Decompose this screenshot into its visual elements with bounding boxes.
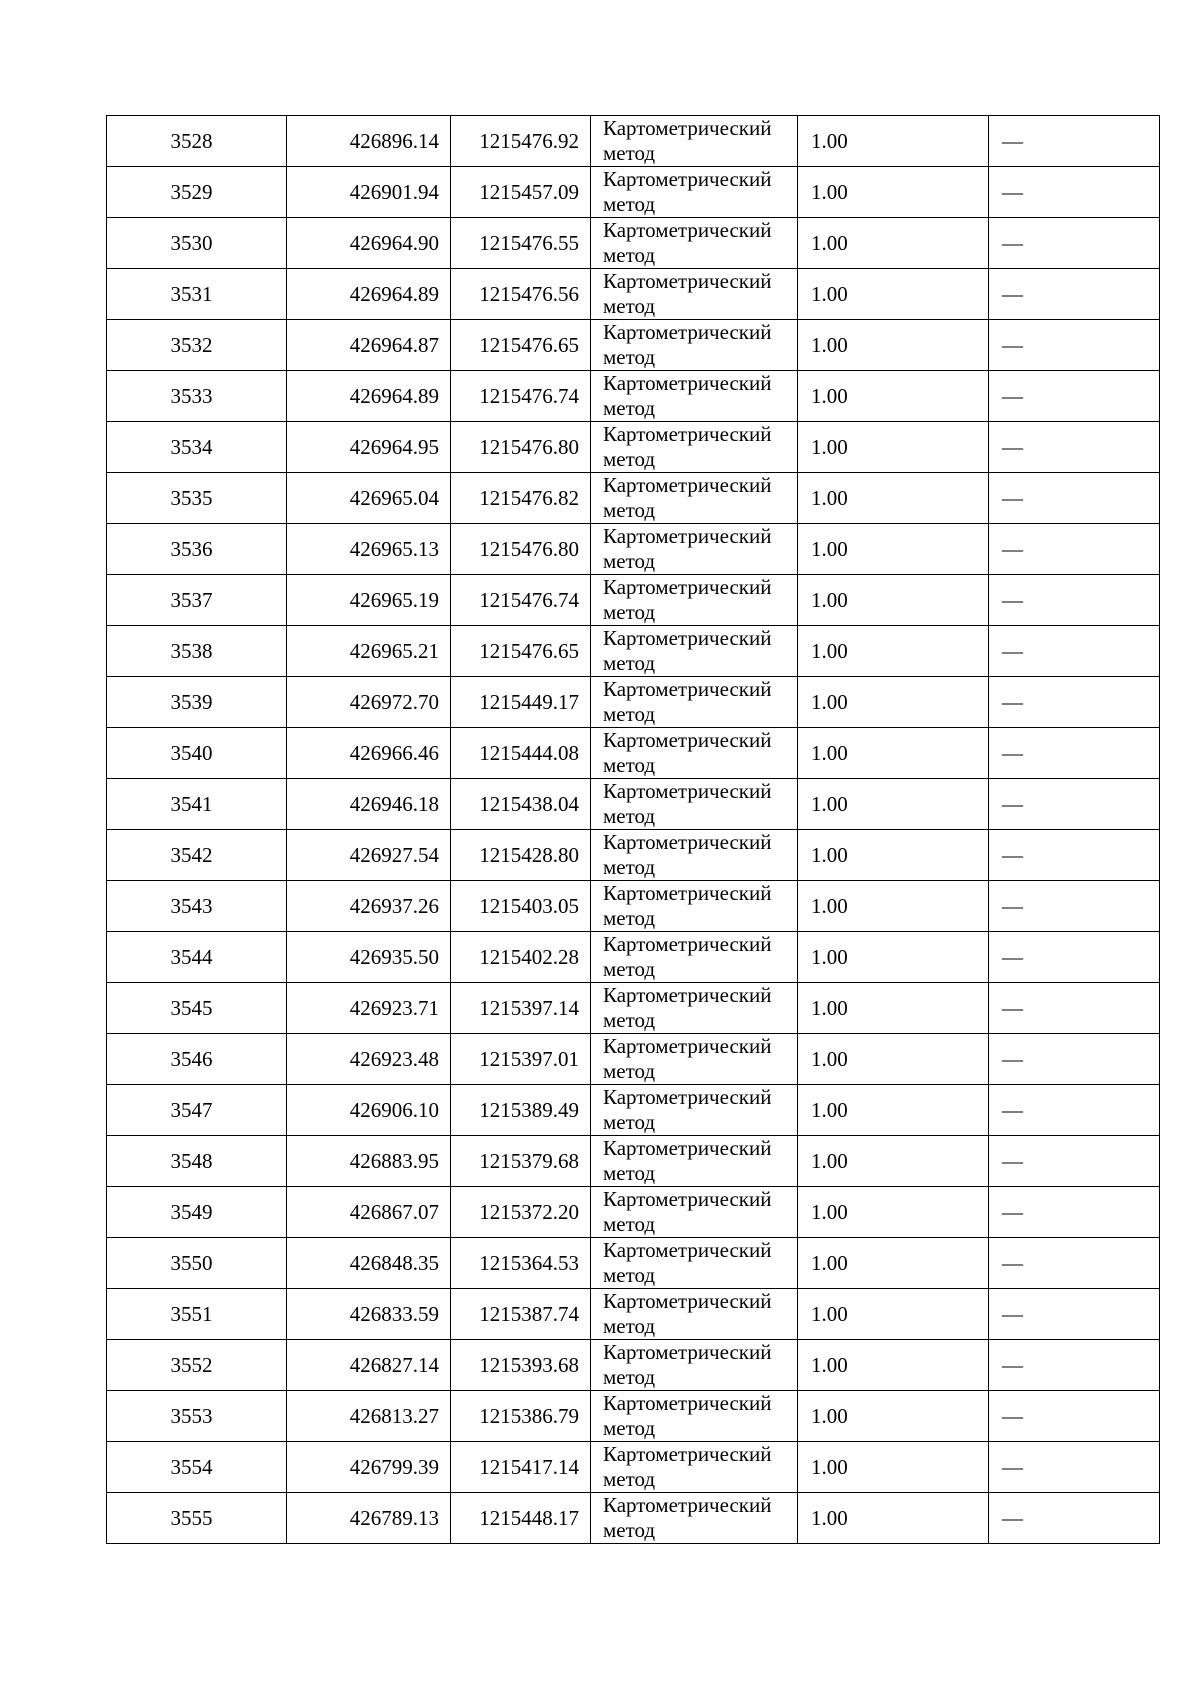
method-line-2: метод	[603, 957, 656, 981]
method-cell	[591, 320, 798, 371]
method-line-1: Картометрический	[603, 371, 772, 395]
point-number-cell: 3528	[107, 116, 287, 167]
dash-cell: —	[989, 1187, 1160, 1238]
accuracy-cell: 1.00	[798, 320, 989, 371]
method-line-1: Картометрический	[603, 983, 772, 1007]
table-row	[107, 524, 1160, 575]
method-line-1: Картометрический	[603, 626, 772, 650]
point-number-cell: 3531	[107, 269, 287, 320]
coordinates-table	[106, 115, 1160, 1544]
method-line-2: метод	[603, 1110, 656, 1134]
method-line-2: метод	[603, 702, 656, 726]
table-row	[107, 167, 1160, 218]
point-number-cell: 3542	[107, 830, 287, 881]
accuracy-cell: 1.00	[798, 626, 989, 677]
y-coordinate-cell: 1215386.79	[451, 1391, 591, 1442]
table-row	[107, 1085, 1160, 1136]
method-line-2: метод	[603, 141, 656, 165]
method-cell	[591, 1493, 798, 1544]
dash-cell: —	[989, 626, 1160, 677]
x-coordinate-cell: 426972.70	[287, 677, 451, 728]
y-coordinate-cell: 1215476.65	[451, 626, 591, 677]
method-line-1: Картометрический	[603, 1289, 772, 1313]
method-line-1: Картометрический	[603, 422, 772, 446]
point-number-cell: 3551	[107, 1289, 287, 1340]
accuracy-cell: 1.00	[798, 1187, 989, 1238]
dash-cell: —	[989, 1238, 1160, 1289]
y-coordinate-cell: 1215397.01	[451, 1034, 591, 1085]
method-line-1: Картометрический	[603, 1034, 772, 1058]
dash-cell: —	[989, 1391, 1160, 1442]
table-row	[107, 116, 1160, 167]
method-cell	[591, 218, 798, 269]
x-coordinate-cell: 426923.71	[287, 983, 451, 1034]
dash-cell: —	[989, 677, 1160, 728]
method-line-2: метод	[603, 1365, 656, 1389]
method-cell	[591, 1034, 798, 1085]
accuracy-cell: 1.00	[798, 422, 989, 473]
x-coordinate-cell: 426965.21	[287, 626, 451, 677]
accuracy-cell: 1.00	[798, 371, 989, 422]
x-coordinate-cell: 426827.14	[287, 1340, 451, 1391]
y-coordinate-cell: 1215476.65	[451, 320, 591, 371]
table-row	[107, 677, 1160, 728]
point-number-cell: 3532	[107, 320, 287, 371]
y-coordinate-cell: 1215397.14	[451, 983, 591, 1034]
method-cell	[591, 626, 798, 677]
method-cell	[591, 269, 798, 320]
dash-cell: —	[989, 881, 1160, 932]
method-line-1: Картометрический	[603, 1085, 772, 1109]
y-coordinate-cell: 1215476.74	[451, 371, 591, 422]
accuracy-cell: 1.00	[798, 1085, 989, 1136]
method-cell	[591, 167, 798, 218]
point-number-cell: 3547	[107, 1085, 287, 1136]
method-line-2: метод	[603, 906, 656, 930]
accuracy-cell: 1.00	[798, 1442, 989, 1493]
method-line-2: метод	[603, 1416, 656, 1440]
x-coordinate-cell: 426927.54	[287, 830, 451, 881]
y-coordinate-cell: 1215389.49	[451, 1085, 591, 1136]
method-line-1: Картометрический	[603, 932, 772, 956]
accuracy-cell: 1.00	[798, 983, 989, 1034]
point-number-cell: 3549	[107, 1187, 287, 1238]
table-row	[107, 575, 1160, 626]
x-coordinate-cell: 426867.07	[287, 1187, 451, 1238]
method-line-1: Картометрический	[603, 677, 772, 701]
accuracy-cell: 1.00	[798, 728, 989, 779]
method-line-2: метод	[603, 447, 656, 471]
method-cell	[591, 983, 798, 1034]
point-number-cell: 3541	[107, 779, 287, 830]
dash-cell: —	[989, 1289, 1160, 1340]
method-line-1: Картометрический	[603, 524, 772, 548]
y-coordinate-cell: 1215476.80	[451, 524, 591, 575]
point-number-cell: 3553	[107, 1391, 287, 1442]
dash-cell: —	[989, 371, 1160, 422]
x-coordinate-cell: 426964.95	[287, 422, 451, 473]
table-row	[107, 830, 1160, 881]
table-row	[107, 371, 1160, 422]
method-line-1: Картометрический	[603, 473, 772, 497]
method-line-2: метод	[603, 1467, 656, 1491]
method-line-2: метод	[603, 1212, 656, 1236]
point-number-cell: 3548	[107, 1136, 287, 1187]
accuracy-cell: 1.00	[798, 677, 989, 728]
method-line-1: Картометрический	[603, 779, 772, 803]
method-line-2: метод	[603, 498, 656, 522]
x-coordinate-cell: 426946.18	[287, 779, 451, 830]
y-coordinate-cell: 1215417.14	[451, 1442, 591, 1493]
accuracy-cell: 1.00	[798, 269, 989, 320]
y-coordinate-cell: 1215402.28	[451, 932, 591, 983]
dash-cell: —	[989, 218, 1160, 269]
method-cell	[591, 881, 798, 932]
method-line-1: Картометрический	[603, 1187, 772, 1211]
table-row	[107, 1034, 1160, 1085]
point-number-cell: 3540	[107, 728, 287, 779]
x-coordinate-cell: 426896.14	[287, 116, 451, 167]
point-number-cell: 3546	[107, 1034, 287, 1085]
method-line-2: метод	[603, 1008, 656, 1032]
method-line-1: Картометрический	[603, 167, 772, 191]
method-line-2: метод	[603, 855, 656, 879]
method-line-2: метод	[603, 753, 656, 777]
x-coordinate-cell: 426964.89	[287, 269, 451, 320]
accuracy-cell: 1.00	[798, 473, 989, 524]
method-line-1: Картометрический	[603, 728, 772, 752]
method-line-1: Картометрический	[603, 830, 772, 854]
table-row	[107, 1493, 1160, 1544]
dash-cell: —	[989, 422, 1160, 473]
y-coordinate-cell: 1215444.08	[451, 728, 591, 779]
table-row	[107, 983, 1160, 1034]
dash-cell: —	[989, 524, 1160, 575]
accuracy-cell: 1.00	[798, 167, 989, 218]
method-line-2: метод	[603, 804, 656, 828]
y-coordinate-cell: 1215387.74	[451, 1289, 591, 1340]
method-cell	[591, 473, 798, 524]
x-coordinate-cell: 426799.39	[287, 1442, 451, 1493]
accuracy-cell: 1.00	[798, 1034, 989, 1085]
method-line-2: метод	[603, 1161, 656, 1185]
method-line-1: Картометрический	[603, 1238, 772, 1262]
dash-cell: —	[989, 983, 1160, 1034]
method-line-2: метод	[603, 345, 656, 369]
dash-cell: —	[989, 1442, 1160, 1493]
table-row	[107, 1340, 1160, 1391]
point-number-cell: 3554	[107, 1442, 287, 1493]
dash-cell: —	[989, 830, 1160, 881]
point-number-cell: 3539	[107, 677, 287, 728]
method-line-1: Картометрический	[603, 320, 772, 344]
x-coordinate-cell: 426883.95	[287, 1136, 451, 1187]
x-coordinate-cell: 426848.35	[287, 1238, 451, 1289]
x-coordinate-cell: 426964.87	[287, 320, 451, 371]
y-coordinate-cell: 1215449.17	[451, 677, 591, 728]
x-coordinate-cell: 426906.10	[287, 1085, 451, 1136]
x-coordinate-cell: 426813.27	[287, 1391, 451, 1442]
point-number-cell: 3530	[107, 218, 287, 269]
table-row	[107, 881, 1160, 932]
y-coordinate-cell: 1215364.53	[451, 1238, 591, 1289]
method-cell	[591, 1442, 798, 1493]
method-cell	[591, 524, 798, 575]
accuracy-cell: 1.00	[798, 1391, 989, 1442]
method-cell	[591, 1187, 798, 1238]
x-coordinate-cell: 426964.90	[287, 218, 451, 269]
accuracy-cell: 1.00	[798, 1340, 989, 1391]
x-coordinate-cell: 426789.13	[287, 1493, 451, 1544]
method-cell	[591, 1340, 798, 1391]
dash-cell: —	[989, 116, 1160, 167]
table-row	[107, 269, 1160, 320]
table-row	[107, 1238, 1160, 1289]
dash-cell: —	[989, 728, 1160, 779]
method-line-1: Картометрический	[603, 1340, 772, 1364]
method-cell	[591, 116, 798, 167]
x-coordinate-cell: 426833.59	[287, 1289, 451, 1340]
table-row	[107, 1187, 1160, 1238]
accuracy-cell: 1.00	[798, 830, 989, 881]
table-row	[107, 728, 1160, 779]
accuracy-cell: 1.00	[798, 218, 989, 269]
method-cell	[591, 779, 798, 830]
accuracy-cell: 1.00	[798, 1289, 989, 1340]
x-coordinate-cell: 426965.04	[287, 473, 451, 524]
accuracy-cell: 1.00	[798, 116, 989, 167]
point-number-cell: 3550	[107, 1238, 287, 1289]
table-row	[107, 1136, 1160, 1187]
y-coordinate-cell: 1215476.82	[451, 473, 591, 524]
method-line-2: метод	[603, 1263, 656, 1287]
y-coordinate-cell: 1215457.09	[451, 167, 591, 218]
point-number-cell: 3544	[107, 932, 287, 983]
method-cell	[591, 1289, 798, 1340]
y-coordinate-cell: 1215476.74	[451, 575, 591, 626]
method-line-1: Картометрический	[603, 116, 772, 140]
table-row	[107, 932, 1160, 983]
table-row	[107, 1442, 1160, 1493]
table-row	[107, 1289, 1160, 1340]
dash-cell: —	[989, 575, 1160, 626]
method-line-2: метод	[603, 1314, 656, 1338]
x-coordinate-cell: 426937.26	[287, 881, 451, 932]
dash-cell: —	[989, 779, 1160, 830]
point-number-cell: 3552	[107, 1340, 287, 1391]
dash-cell: —	[989, 1085, 1160, 1136]
point-number-cell: 3543	[107, 881, 287, 932]
accuracy-cell: 1.00	[798, 1136, 989, 1187]
dash-cell: —	[989, 269, 1160, 320]
dash-cell: —	[989, 1340, 1160, 1391]
table-row	[107, 626, 1160, 677]
y-coordinate-cell: 1215476.92	[451, 116, 591, 167]
table-row	[107, 422, 1160, 473]
method-line-2: метод	[603, 1518, 656, 1542]
coordinates-table-body	[107, 116, 1160, 1544]
y-coordinate-cell: 1215372.20	[451, 1187, 591, 1238]
method-line-2: метод	[603, 549, 656, 573]
y-coordinate-cell: 1215438.04	[451, 779, 591, 830]
method-line-2: метод	[603, 396, 656, 420]
method-line-1: Картометрический	[603, 1391, 772, 1415]
accuracy-cell: 1.00	[798, 1493, 989, 1544]
method-cell	[591, 830, 798, 881]
method-line-1: Картометрический	[603, 881, 772, 905]
method-line-2: метод	[603, 600, 656, 624]
method-line-1: Картометрический	[603, 269, 772, 293]
dash-cell: —	[989, 473, 1160, 524]
dash-cell: —	[989, 320, 1160, 371]
point-number-cell: 3534	[107, 422, 287, 473]
dash-cell: —	[989, 1136, 1160, 1187]
y-coordinate-cell: 1215476.80	[451, 422, 591, 473]
x-coordinate-cell: 426966.46	[287, 728, 451, 779]
method-cell	[591, 575, 798, 626]
accuracy-cell: 1.00	[798, 779, 989, 830]
method-cell	[591, 932, 798, 983]
method-line-1: Картометрический	[603, 1493, 772, 1517]
method-line-2: метод	[603, 294, 656, 318]
y-coordinate-cell: 1215393.68	[451, 1340, 591, 1391]
method-line-1: Картометрический	[603, 1442, 772, 1466]
point-number-cell: 3555	[107, 1493, 287, 1544]
point-number-cell: 3536	[107, 524, 287, 575]
method-cell	[591, 1238, 798, 1289]
method-line-2: метод	[603, 243, 656, 267]
point-number-cell: 3529	[107, 167, 287, 218]
method-line-2: метод	[603, 1059, 656, 1083]
method-line-2: метод	[603, 651, 656, 675]
method-cell	[591, 677, 798, 728]
point-number-cell: 3537	[107, 575, 287, 626]
point-number-cell: 3533	[107, 371, 287, 422]
method-line-1: Картометрический	[603, 218, 772, 242]
method-cell	[591, 371, 798, 422]
method-line-1: Картометрический	[603, 1136, 772, 1160]
dash-cell: —	[989, 1493, 1160, 1544]
accuracy-cell: 1.00	[798, 524, 989, 575]
point-number-cell: 3535	[107, 473, 287, 524]
x-coordinate-cell: 426965.13	[287, 524, 451, 575]
dash-cell: —	[989, 1034, 1160, 1085]
method-cell	[591, 1136, 798, 1187]
accuracy-cell: 1.00	[798, 932, 989, 983]
y-coordinate-cell: 1215379.68	[451, 1136, 591, 1187]
table-row	[107, 1391, 1160, 1442]
dash-cell: —	[989, 167, 1160, 218]
table-row	[107, 473, 1160, 524]
table-row	[107, 779, 1160, 830]
x-coordinate-cell: 426964.89	[287, 371, 451, 422]
x-coordinate-cell: 426935.50	[287, 932, 451, 983]
method-line-1: Картометрический	[603, 575, 772, 599]
method-line-2: метод	[603, 192, 656, 216]
point-number-cell: 3545	[107, 983, 287, 1034]
x-coordinate-cell: 426923.48	[287, 1034, 451, 1085]
method-cell	[591, 422, 798, 473]
y-coordinate-cell: 1215403.05	[451, 881, 591, 932]
table-row	[107, 320, 1160, 371]
accuracy-cell: 1.00	[798, 1238, 989, 1289]
accuracy-cell: 1.00	[798, 881, 989, 932]
table-row	[107, 218, 1160, 269]
y-coordinate-cell: 1215476.56	[451, 269, 591, 320]
accuracy-cell: 1.00	[798, 575, 989, 626]
dash-cell: —	[989, 932, 1160, 983]
point-number-cell: 3538	[107, 626, 287, 677]
method-cell	[591, 728, 798, 779]
x-coordinate-cell: 426965.19	[287, 575, 451, 626]
y-coordinate-cell: 1215476.55	[451, 218, 591, 269]
method-cell	[591, 1085, 798, 1136]
y-coordinate-cell: 1215448.17	[451, 1493, 591, 1544]
x-coordinate-cell: 426901.94	[287, 167, 451, 218]
y-coordinate-cell: 1215428.80	[451, 830, 591, 881]
method-cell	[591, 1391, 798, 1442]
